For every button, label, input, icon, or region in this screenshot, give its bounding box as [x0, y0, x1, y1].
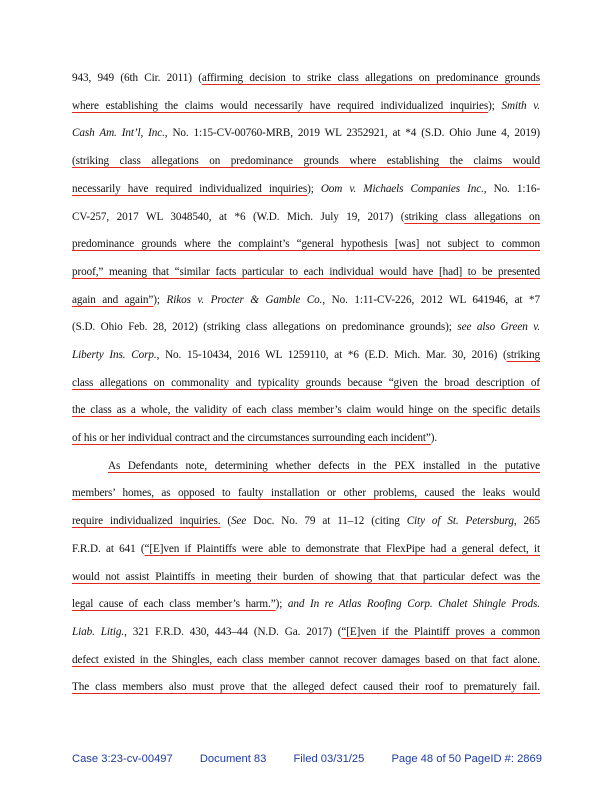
paragraph-start-line — [108, 459, 540, 473]
text-run: ( — [220, 515, 232, 527]
case-citation: see also Green v. — [457, 321, 540, 333]
body-line-23 — [72, 680, 540, 694]
case-citation: Liab. Litig. — [72, 626, 125, 638]
body-line-17 — [72, 514, 540, 528]
highlighted-text: predominance grounds where the complaint’s “general hypothesis [was] not subject to common — [72, 238, 540, 250]
text-run: 943, 949 (6th Cir. 2011) ( — [72, 72, 202, 84]
text-run: Doc. No. 79 at 11–12 (citing — [246, 515, 407, 527]
body-line-8 — [72, 265, 540, 279]
highlighted-text: necessarily have required individualized inquiries — [72, 183, 308, 195]
text-run: ); — [275, 598, 288, 610]
body-line-9 — [72, 293, 540, 307]
body-line-21 — [72, 625, 540, 639]
body-line-13 — [72, 403, 540, 417]
text-run: ). — [430, 432, 438, 444]
body-line-5 — [72, 182, 540, 196]
highlighted-text: striking class allegations on — [404, 211, 540, 223]
text-run: , 321 F.R.D. 430, 443–44 (N.D. Ga. 2017) ( — [124, 626, 342, 638]
page-footer — [72, 753, 542, 769]
body-line-14 — [72, 431, 540, 445]
highlighted-text: (striking class allegations on predominance grounds where establishing the claims would — [72, 155, 540, 167]
highlighted-text: would not assist Plaintiffs in meeting their burden of showing that that particular defect was the — [72, 571, 540, 583]
text-run: ); — [307, 183, 321, 195]
highlighted-text: members’ homes, as opposed to faulty installation or other problems, caused the leaks would — [72, 487, 540, 499]
text-run: , 265 — [513, 515, 540, 527]
case-citation: and In re Atlas Roofing Corp. Chalet Shingle Prods. — [287, 598, 540, 610]
footer-document-number: Document 83 — [199, 753, 267, 765]
case-citation: Cash Am. Int’l, Inc. — [72, 127, 165, 139]
body-line-16 — [72, 486, 540, 500]
body-line-20 — [72, 597, 540, 611]
highlighted-text: proof,” meaning that “similar facts particular to each individual would have [had] to be presented — [72, 266, 540, 278]
highlighted-text: affirming decision to strike class allegations on predominance grounds — [201, 72, 541, 84]
highlighted-text: the class as a whole, the validity of each class member’s claim would hinge on the specific details — [72, 404, 540, 416]
case-citation: City of St. Petersburg — [406, 515, 514, 527]
case-citation: Liberty Ins. Corp. — [72, 349, 157, 361]
text-run: CV-257, 2017 WL 3048540, at *6 (W.D. Mich. July 19, 2017) ( — [72, 211, 405, 223]
highlighted-text: again and again” — [72, 294, 154, 306]
text-run: F.R.D. at 641 ( — [72, 543, 145, 555]
highlighted-text: “[E]ven if Plaintiffs were able to demonstrate that FlexPipe had a general defect, it — [144, 543, 540, 555]
footer-case-number: Case 3:23-cv-00497 — [72, 753, 173, 765]
body-line-12 — [72, 376, 540, 390]
text-run: ); — [153, 294, 167, 306]
footer-filed-date: Filed 03/31/25 — [293, 753, 365, 765]
body-line-10 — [72, 320, 540, 334]
highlighted-text: legal cause of each class member’s harm.” — [72, 598, 276, 610]
body-line-2 — [72, 99, 540, 113]
body-line-19 — [72, 570, 540, 584]
text-run: , No. 1:15-CV-00760-MRB, 2019 WL 2352921, at *4 (S.D. Ohio June 4, 2019) — [164, 127, 540, 139]
body-line-11 — [72, 348, 540, 362]
highlighted-text: As Defendants note, determining whether defects in the PEX installed in the putative — [108, 460, 540, 472]
text-run: (S.D. Ohio Feb. 28, 2012) (striking class allegations on predominance grounds); — [72, 321, 458, 333]
text-run: , No. 15-10434, 2016 WL 1259110, at *6 (E.D. Mich. Mar. 30, 2016) ( — [156, 349, 507, 361]
footer-page-id: Page 48 of 50 PageID #: 2869 — [391, 753, 542, 765]
case-citation: Smith v. — [501, 100, 540, 112]
highlighted-text: class allegations on commonality and typicality grounds because “given the broad description of — [72, 377, 540, 389]
highlighted-text: where establishing the claims would necessarily have required individualized inquiries — [72, 100, 489, 112]
highlighted-text: “[E]ven if the Plaintiff proves a common — [341, 626, 540, 638]
body-line-18 — [72, 542, 540, 556]
body-line-3 — [72, 126, 540, 140]
body-line-4 — [72, 154, 540, 168]
highlighted-text: defect existed in the Shingles, each class member cannot recover damages based on that fact alone. — [72, 654, 540, 666]
highlighted-text: of his or her individual contract and the circumstances surrounding each incident” — [72, 432, 431, 444]
highlighted-text: require individualized inquiries. — [72, 515, 221, 527]
case-citation: Rikos v. Procter & Gamble Co. — [166, 294, 323, 306]
case-citation: See — [231, 515, 247, 527]
body-line-7 — [72, 237, 540, 251]
body-line-22 — [72, 653, 540, 667]
text-run: , No. 1:16- — [483, 183, 540, 195]
text-run: ); — [488, 100, 502, 112]
body-line-1 — [72, 71, 540, 85]
case-citation: Oom v. Michaels Companies Inc. — [320, 183, 484, 195]
highlighted-text: striking — [506, 349, 541, 361]
body-line-6 — [72, 210, 540, 224]
highlighted-text: The class members also must prove that the alleged defect caused their roof to prematurely fail. — [72, 681, 540, 693]
text-run: , No. 1:11-CV-226, 2012 WL 641946, at *7 — [322, 294, 540, 306]
